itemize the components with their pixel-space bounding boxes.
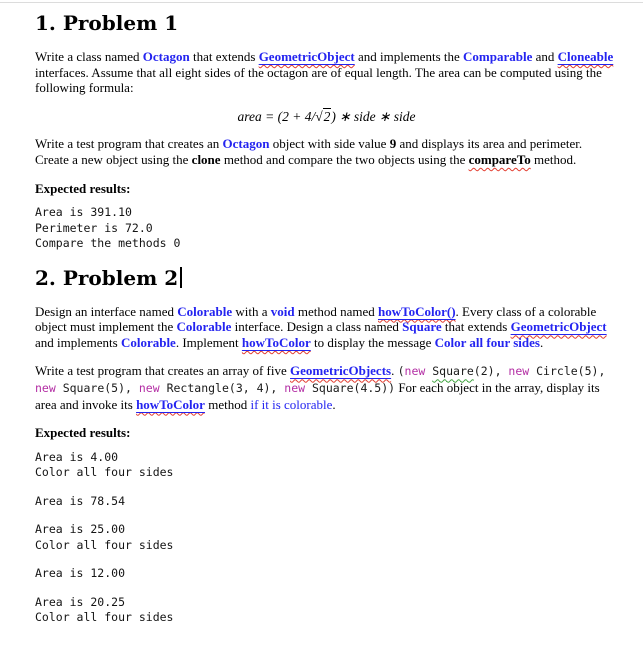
formula-text: area = (2 + 4/ xyxy=(237,108,316,124)
text-run: interfaces. Assume that all eight sides of the octagon are of equal length. The area can be computed using the following formula: xyxy=(35,64,602,96)
message-color-all-four-sides: Color all four sides xyxy=(434,334,540,350)
output-line: Area is 391.10 xyxy=(35,205,132,220)
radical-sign-icon: √ xyxy=(315,108,323,124)
problem1-test-paragraph xyxy=(35,136,618,167)
text-run: . Implement xyxy=(175,334,242,350)
inline-code: (2), xyxy=(473,364,509,379)
document-body xyxy=(0,11,643,626)
output-group xyxy=(35,566,618,582)
code-keyword-new: new xyxy=(508,364,530,379)
area-formula xyxy=(35,109,618,125)
output-line: Color all four sides xyxy=(35,537,174,552)
problem1-intro-paragraph xyxy=(35,49,618,96)
inline-code: ( xyxy=(397,364,405,379)
text-run: Write a class named xyxy=(35,49,143,64)
method-name-compareto: compareTo xyxy=(468,151,531,167)
link-word-geometricobject: GeometricObject xyxy=(510,319,607,335)
class-name-octagon: Octagon xyxy=(222,136,270,152)
link-word-howtocolor: howToColor() xyxy=(378,303,456,319)
link-word-howtocolor: howToColor xyxy=(136,396,205,412)
output-group xyxy=(35,494,618,510)
link-word-geometricobject: GeometricObject xyxy=(258,49,355,64)
text-run: method. xyxy=(530,151,577,167)
output-line: Compare the methods 0 xyxy=(35,236,181,251)
text-run: method and compare the two objects using the xyxy=(220,151,469,167)
code-keyword-new: new xyxy=(35,381,56,396)
problem1-heading xyxy=(35,11,618,35)
spellcheck-wrap xyxy=(136,397,205,412)
output-line: Color all four sides xyxy=(35,610,174,625)
problem2-test-paragraph xyxy=(35,363,618,412)
formula-text: ) ∗ side ∗ side xyxy=(331,108,416,124)
output-line: Area is 25.00 xyxy=(35,522,126,537)
grammar-wrap xyxy=(432,364,474,378)
code-keyword-new: new xyxy=(404,364,426,379)
text-run: method xyxy=(204,396,251,412)
output-line: Perimeter is 72.0 xyxy=(35,220,153,235)
spellcheck-wrap xyxy=(511,319,607,334)
spellcheck-wrap xyxy=(242,335,311,350)
spellcheck-wrap xyxy=(259,49,355,64)
text-run: to display the message xyxy=(310,334,435,350)
output-line: Area is 4.00 xyxy=(35,449,119,464)
text-run: method named xyxy=(294,303,378,319)
keyword-void: void xyxy=(270,303,295,319)
spellcheck-wrap xyxy=(558,49,614,64)
text-run: and displays its area and perimeter. Create a new object using the xyxy=(35,136,583,167)
text-run: . xyxy=(539,334,544,350)
output-line: Area is 78.54 xyxy=(35,493,126,508)
text-run: Write a test program that creates an array of five xyxy=(35,363,291,379)
inline-code: Square(5), xyxy=(55,381,139,396)
interface-name-comparable: Comparable xyxy=(463,49,533,64)
link-word-howtocolor: howToColor xyxy=(241,334,311,350)
text-run: interface. Design a class named xyxy=(231,319,403,335)
page-top-divider xyxy=(0,2,643,3)
text-run: and implements xyxy=(35,334,121,350)
code-keyword-new: new xyxy=(138,381,160,396)
expected-results-label-1: Expected results: xyxy=(35,180,131,196)
problem2-design-paragraph xyxy=(35,304,618,351)
spellcheck-wrap xyxy=(290,363,391,378)
output-line: Area is 12.00 xyxy=(35,566,126,581)
heading-text: 1. Problem 1 xyxy=(35,11,179,35)
text-run: . xyxy=(391,363,398,379)
code-keyword-new: new xyxy=(284,381,306,396)
text-run: Design an interface named xyxy=(35,303,178,319)
text-run: object with side value xyxy=(269,136,390,152)
code-word-square: Square xyxy=(432,364,474,379)
output-line: Color all four sides xyxy=(35,465,174,480)
text-run: For each object in the array, display its area and invoke its xyxy=(35,380,600,412)
output-group xyxy=(35,450,618,481)
expected-output-problem2 xyxy=(35,450,618,626)
text-run: that extends xyxy=(441,319,511,335)
interface-name-colorable: Colorable xyxy=(120,334,176,350)
interface-name-colorable: Colorable xyxy=(177,303,233,319)
radicand: 2 xyxy=(323,108,331,124)
inline-code: Rectangle(3, 4), xyxy=(159,381,285,396)
text-run: that extends xyxy=(189,49,259,64)
text-run: with a xyxy=(232,303,271,319)
conditional-phrase: if it is colorable xyxy=(250,396,333,412)
method-name-clone: clone xyxy=(191,151,221,167)
output-line: Area is 20.25 xyxy=(35,594,126,609)
output-group xyxy=(35,522,618,553)
problem2-heading xyxy=(35,266,618,290)
text-run: . Every class of a colorable object must implement the xyxy=(35,303,597,335)
text-run: and xyxy=(532,49,558,64)
interface-name-colorable: Colorable xyxy=(176,319,232,335)
expected-results-label-2: Expected results: xyxy=(35,425,131,441)
value-nine: 9 xyxy=(389,136,397,152)
text-run: . xyxy=(332,396,336,412)
link-word-cloneable: Cloneable xyxy=(557,49,614,64)
text-run: Write a test program that creates an xyxy=(35,136,223,152)
heading-text: 2. Problem 2 xyxy=(35,265,179,290)
spellcheck-wrap xyxy=(378,304,456,319)
spellcheck-wrap xyxy=(469,152,531,167)
inline-code: Circle(5), xyxy=(529,364,606,379)
link-word-geometricobjects: GeometricObjects xyxy=(290,363,392,379)
class-name-octagon: Octagon xyxy=(142,49,190,64)
output-group xyxy=(35,595,618,626)
inline-code: Square(4.5)) xyxy=(305,381,396,396)
text-run: and implements the xyxy=(354,49,464,64)
text-cursor xyxy=(180,267,182,288)
expected-output-problem1 xyxy=(35,205,618,252)
class-name-square: Square xyxy=(402,319,442,335)
